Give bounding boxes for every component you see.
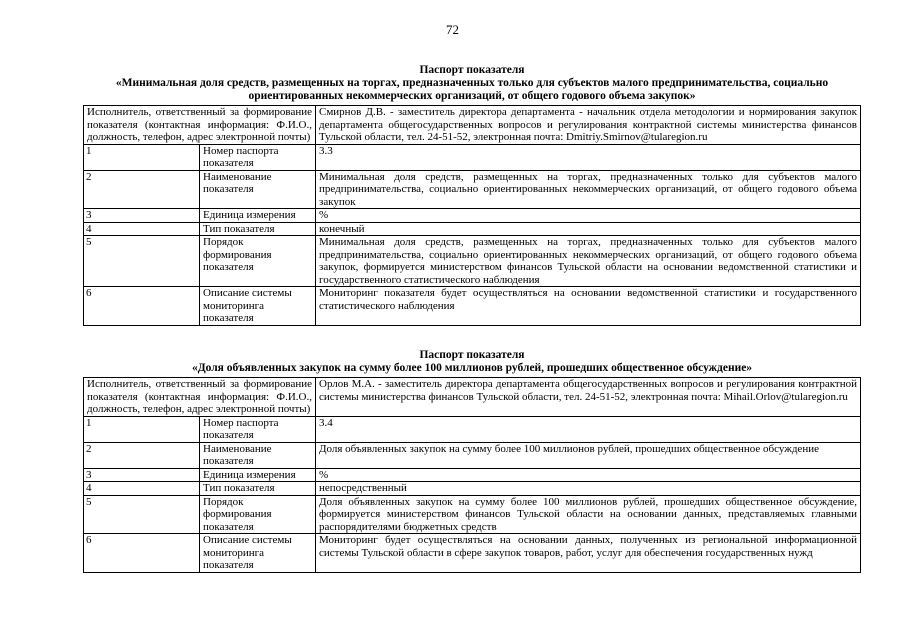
row-value: % — [316, 468, 861, 482]
table-row — [84, 209, 861, 223]
row-label: Порядок формирования показателя — [200, 236, 316, 287]
row-label: Тип показателя — [200, 222, 316, 236]
row-value: Минимальная доля средств, размещенных на торгах, предназначенных только для субъектов малого предпринимательства, социально ориентированных некоммерческих организаций, от общего годового объема закупок, формируется министерством финансов Тульской области на основании ведомственной статистики и государственного статистического наблюдения — [316, 236, 861, 287]
row-label: Номер паспорта показателя — [200, 416, 316, 442]
table-row — [84, 287, 861, 326]
row-label: Наименование показателя — [200, 442, 316, 468]
indicator-name: «Минимальная доля средств, размещенных на торгах, предназначенных только для субъектов малого предпринимательства, социально ориентированных некоммерческих организаций, от общего годового объема закупок» — [115, 77, 829, 102]
row-value: Мониторинг показателя будет осуществляться на основании ведомственной статистики и государственного статистического наблюдения — [316, 287, 861, 326]
table-row — [84, 170, 861, 209]
row-label: Тип показателя — [200, 482, 316, 496]
row-number: 4 — [84, 482, 200, 496]
passport-table — [83, 377, 861, 573]
row-label: Наименование показателя — [200, 170, 316, 209]
table-row — [84, 534, 861, 573]
table-row — [84, 495, 861, 534]
table-row — [84, 378, 861, 417]
row-value: % — [316, 209, 861, 223]
row-value: Минимальная доля средств, размещенных на торгах, предназначенных только для субъектов малого предпринимательства, социально ориентированных некоммерческих организаций, от общего годового объема закупок — [316, 170, 861, 209]
row-value: 3.4 — [316, 416, 861, 442]
passport-1 — [83, 64, 861, 326]
passport-heading: Паспорт показателя — [419, 349, 525, 361]
row-label: Единица измерения — [200, 468, 316, 482]
table-row — [84, 468, 861, 482]
row-value: конечный — [316, 222, 861, 236]
passport-2 — [83, 349, 861, 573]
table-row — [84, 416, 861, 442]
row-label: Описание системы мониторинга показателя — [200, 287, 316, 326]
passport-heading: Паспорт показателя — [419, 64, 525, 76]
row-number: 3 — [84, 209, 200, 223]
passport-table — [83, 105, 861, 326]
row-number: 2 — [84, 170, 200, 209]
contact-label: Исполнитель, ответственный за формирование показателя (контактная информация: Ф.И.О., должность, телефон, адрес электронной почты) — [84, 106, 316, 145]
table-row — [84, 442, 861, 468]
row-value: Мониторинг будет осуществляться на основании данных, полученных из региональной информационной системы Тульской области в сфере закупок товаров, работ, услуг для обеспечения государственных нужд — [316, 534, 861, 573]
row-value: Доля объявленных закупок на сумму более 100 миллионов рублей, прошедших общественное обсуждение — [316, 442, 861, 468]
row-number: 2 — [84, 442, 200, 468]
table-row — [84, 482, 861, 496]
row-label: Описание системы мониторинга показателя — [200, 534, 316, 573]
row-number: 6 — [84, 287, 200, 326]
table-row — [84, 222, 861, 236]
table-row — [84, 144, 861, 170]
row-label: Единица измерения — [200, 209, 316, 223]
indicator-name: «Доля объявленных закупок на сумму более 100 миллионов рублей, прошедших общественное обсуждение» — [191, 362, 753, 374]
row-number: 1 — [84, 144, 200, 170]
table-row — [84, 236, 861, 287]
row-value: 3.3 — [316, 144, 861, 170]
row-number: 5 — [84, 495, 200, 534]
page-number: 72 — [446, 22, 459, 37]
contact-label: Исполнитель, ответственный за формирование показателя (контактная информация: Ф.И.О., должность, телефон, адрес электронной почты) — [84, 378, 316, 417]
row-label: Порядок формирования показателя — [200, 495, 316, 534]
contact-value: Смирнов Д.В. - заместитель директора департамента - начальник отдела методологии и нормирования закупок департамента общегосударственных вопросов и регулирования контрактной системы министерства финансов Тульской области, тел. 24-51-52, электронная почта: Dmitriy.Smirnov@tularegion.ru — [316, 106, 861, 145]
table-row — [84, 106, 861, 145]
row-number: 4 — [84, 222, 200, 236]
row-value: непосредственный — [316, 482, 861, 496]
row-number: 5 — [84, 236, 200, 287]
contact-value: Орлов М.А. - заместитель директора департамента общегосударственных вопросов и регулирования контрактной системы министерства финансов Тульской области, тел. 24-51-52, электронная почта: Mihail.Orlov@tularegion.ru — [316, 378, 861, 417]
row-number: 1 — [84, 416, 200, 442]
row-value: Доля объявленных закупок на сумму более 100 миллионов рублей, прошедших общественное обсуждение, формируется министерством финансов Тульской области на основании данных, представляемых главными распорядителями бюджетных средств — [316, 495, 861, 534]
row-number: 6 — [84, 534, 200, 573]
row-number: 3 — [84, 468, 200, 482]
row-label: Номер паспорта показателя — [200, 144, 316, 170]
